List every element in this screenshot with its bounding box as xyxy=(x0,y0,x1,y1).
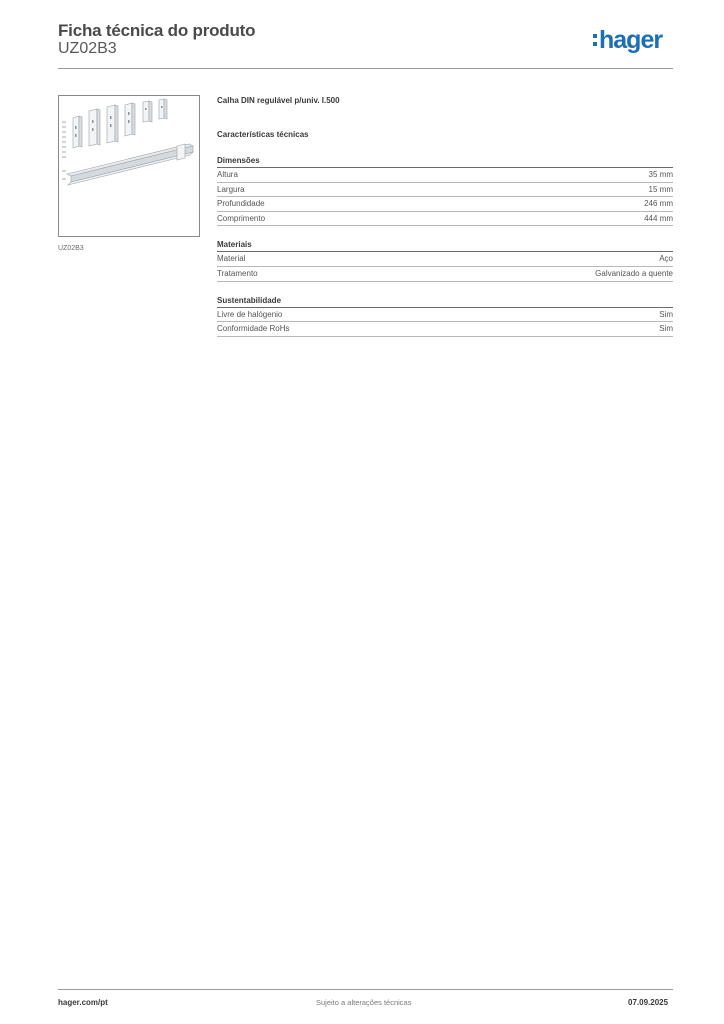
footer-date: 07.09.2025 xyxy=(628,998,669,1007)
spec-value: Sim xyxy=(659,309,673,319)
logo-text: hager xyxy=(599,26,663,54)
spec-label: Material xyxy=(217,254,246,264)
footer-note: Sujeito a alterações técnicas xyxy=(316,998,412,1007)
spec-row xyxy=(217,183,673,198)
spec-row xyxy=(217,168,673,183)
spec-value: 15 mm xyxy=(648,184,673,194)
spec-row xyxy=(217,252,673,267)
spec-label: Conformidade RoHs xyxy=(217,324,290,334)
spec-label: Profundidade xyxy=(217,199,265,209)
spec-label: Altura xyxy=(217,170,238,179)
spec-value: Sim xyxy=(659,324,673,334)
spec-row xyxy=(217,212,673,227)
product-name: Calha DIN regulável p/univ. I.500 xyxy=(217,96,340,105)
footer-divider xyxy=(58,989,673,990)
spec-row xyxy=(217,267,673,282)
spec-value: 35 mm xyxy=(648,170,673,179)
spec-row xyxy=(217,322,673,337)
spec-row xyxy=(217,197,673,212)
footer-website-link[interactable]: hager.com/pt xyxy=(58,998,108,1007)
spec-value: Galvanizado a quente xyxy=(595,268,673,278)
spec-label: Tratamento xyxy=(217,268,258,278)
image-caption: UZ02B3 xyxy=(58,245,84,252)
spec-value: 246 mm xyxy=(644,199,673,209)
section-dimensions xyxy=(217,156,673,226)
technical-characteristics-heading: Características técnicas xyxy=(217,130,309,139)
logo-dots-icon xyxy=(593,34,597,46)
spec-label: Largura xyxy=(217,184,245,194)
header-divider xyxy=(58,68,673,69)
spec-row xyxy=(217,308,673,323)
section-title: Dimensões xyxy=(217,156,673,168)
spec-value: Aço xyxy=(659,254,673,264)
section-title: Sustentabilidade xyxy=(217,296,673,308)
page-title: Ficha técnica do produto xyxy=(58,21,256,40)
spec-label: Comprimento xyxy=(217,213,266,223)
hager-logo[interactable] xyxy=(593,28,662,53)
product-image xyxy=(58,95,200,237)
section-materials xyxy=(217,240,673,281)
spec-label: Livre de halógenio xyxy=(217,309,283,319)
product-code: UZ02B3 xyxy=(58,40,117,57)
section-sustainability xyxy=(217,296,673,337)
section-title: Materiais xyxy=(217,240,673,252)
spec-value: 444 mm xyxy=(644,213,673,223)
product-details xyxy=(217,96,673,337)
din-rail-illustration-icon xyxy=(59,96,199,236)
